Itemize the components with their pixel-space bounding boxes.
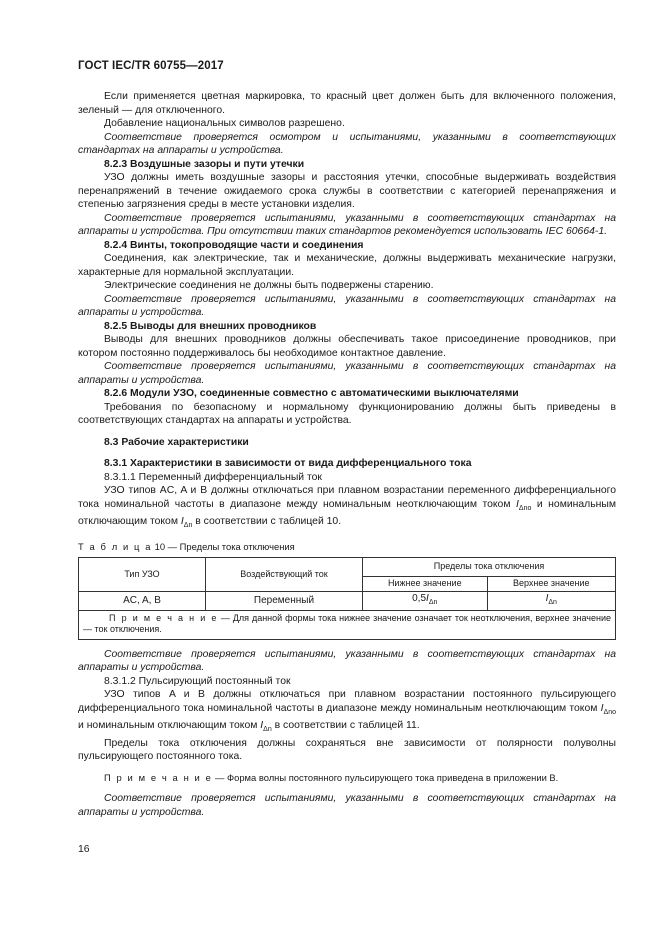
paragraph: УЗО должны иметь воздушные зазоры и расстояния утечки, способные выдерживать воздействия перенапряжений в течение ожидаемого срока службы в соответствии с категорией перенапряжения и степенью загрязнения среды в месте установки изделия. <box>78 172 616 210</box>
paragraph: Добавление национальных символов разрешено. <box>104 118 345 129</box>
compliance-note: Соответствие проверяется испытаниями, указанными в соответствующих стандартах на аппараты и устройства. При отсутствии таких стандартов рекомендуется использовать IEC 60664-1. <box>78 212 616 237</box>
compliance-note: Соответствие проверяется испытаниями, указанными в соответствующих стандартах на аппараты и устройства. <box>78 293 616 318</box>
paragraph: Пределы тока отключения должны сохраняться вне зависимости от полярности полуволны пульсирующего постоянного тока. <box>78 737 616 763</box>
column-header-lower: Нижнее значение <box>363 577 488 592</box>
note: П р и м е ч а н и е — Форма волны постоянного пульсирующего тока приведена в приложении B. <box>104 771 559 783</box>
table-10 <box>78 557 616 640</box>
subsection-heading-8-3-1-1: 8.3.1.1 Переменный дифференциальный ток <box>104 471 322 483</box>
section-heading-8-2-6: 8.2.6 Модули УЗО, соединенные совместно с автоматическими выключателями <box>104 388 519 399</box>
table-note: П р и м е ч а н и е — Для данной формы тока нижнее значение означает ток неотключения, верхнее значение — ток отключения. <box>79 610 616 639</box>
page-header: ГОСТ IEC/TR 60755—2017 <box>78 60 224 72</box>
paragraph: Требования по безопасному и нормальному функционированию должны быть приведены в соответствующих стандартах на аппараты и устройства. <box>78 401 616 426</box>
compliance-note: Соответствие проверяется осмотром и испытаниями, указанными в соответствующих стандартах на аппараты и устройства. <box>78 131 616 156</box>
page-number: 16 <box>78 844 90 855</box>
column-header-current: Воздействующий ток <box>206 558 363 592</box>
cell-current: Переменный <box>206 592 363 611</box>
paragraph: Электрические соединения не должны быть подвержены старению. <box>104 280 434 291</box>
compliance-note: Соответствие проверяется испытаниями, указанными в соответствующих стандартах на аппараты и устройства. <box>78 793 616 818</box>
section-heading-8-2-4: 8.2.4 Винты, токопроводящие части и соединения <box>104 239 364 251</box>
paragraph: УЗО типов AC, A и B должны отключаться при плавном возрастании переменного дифференциального тока номинальной частоты в диапазоне между номинальным неотключающим током $I_{\Delta no}$ и номинальным отключающим током $I_{\Delta n}$ в соответствии с таблицей 10. <box>78 485 616 530</box>
paragraph: Если применяется цветная маркировка, то красный цвет должен быть для включенного положения, зеленый — для отключенного. <box>78 91 616 116</box>
table-caption: Т а б л и ц а 10 — Пределы тока отключения <box>78 540 295 552</box>
cell-upper: $I_{\Delta n}$ <box>487 592 615 611</box>
table-row <box>79 592 616 611</box>
section-heading-8-3-1: 8.3.1 Характеристики в зависимости от вида дифференциального тока <box>104 458 472 469</box>
section-heading-8-2-5: 8.2.5 Выводы для внешних проводников <box>104 320 317 332</box>
paragraph: УЗО типов A и B должны отключаться при плавном возрастании постоянного пульсирующего дифференциального тока номинальной частоты в диапазоне между номинальным неотключающим током $I_{\Delta no}$ и номинальным отключающим током $I_{\Delta n}$ в соответствии с таблицей 11. <box>78 689 616 734</box>
column-header-upper: Верхнее значение <box>487 577 615 592</box>
column-header-type: Тип УЗО <box>79 558 206 592</box>
section-heading-8-3: 8.3 Рабочие характеристики <box>104 436 249 448</box>
subsection-heading-8-3-1-2: 8.3.1.2 Пульсирующий постоянный ток <box>104 675 291 687</box>
section-heading-8-2-3: 8.2.3 Воздушные зазоры и пути утечки <box>104 158 305 170</box>
paragraph: Выводы для внешних проводников должны обеспечивать такое присоединение проводников, при котором постоянно поддерживалось бы необходимое контактное давление. <box>78 334 616 359</box>
cell-type: AC, A, B <box>79 592 206 611</box>
paragraph: Соединения, как электрические, так и механические, должны выдерживать механические нагрузки, характерные для нормальной эксплуатации. <box>78 253 616 278</box>
column-header-limits: Пределы тока отключения <box>363 558 616 577</box>
cell-lower: $0,5I_{\Delta n}$ <box>363 592 488 611</box>
compliance-note: Соответствие проверяется испытаниями, указанными в соответствующих стандартах на аппараты и устройства. <box>78 648 616 674</box>
document-body <box>78 90 616 819</box>
compliance-note: Соответствие проверяется испытаниями, указанными в соответствующих стандартах на аппараты и устройства. <box>78 361 616 386</box>
